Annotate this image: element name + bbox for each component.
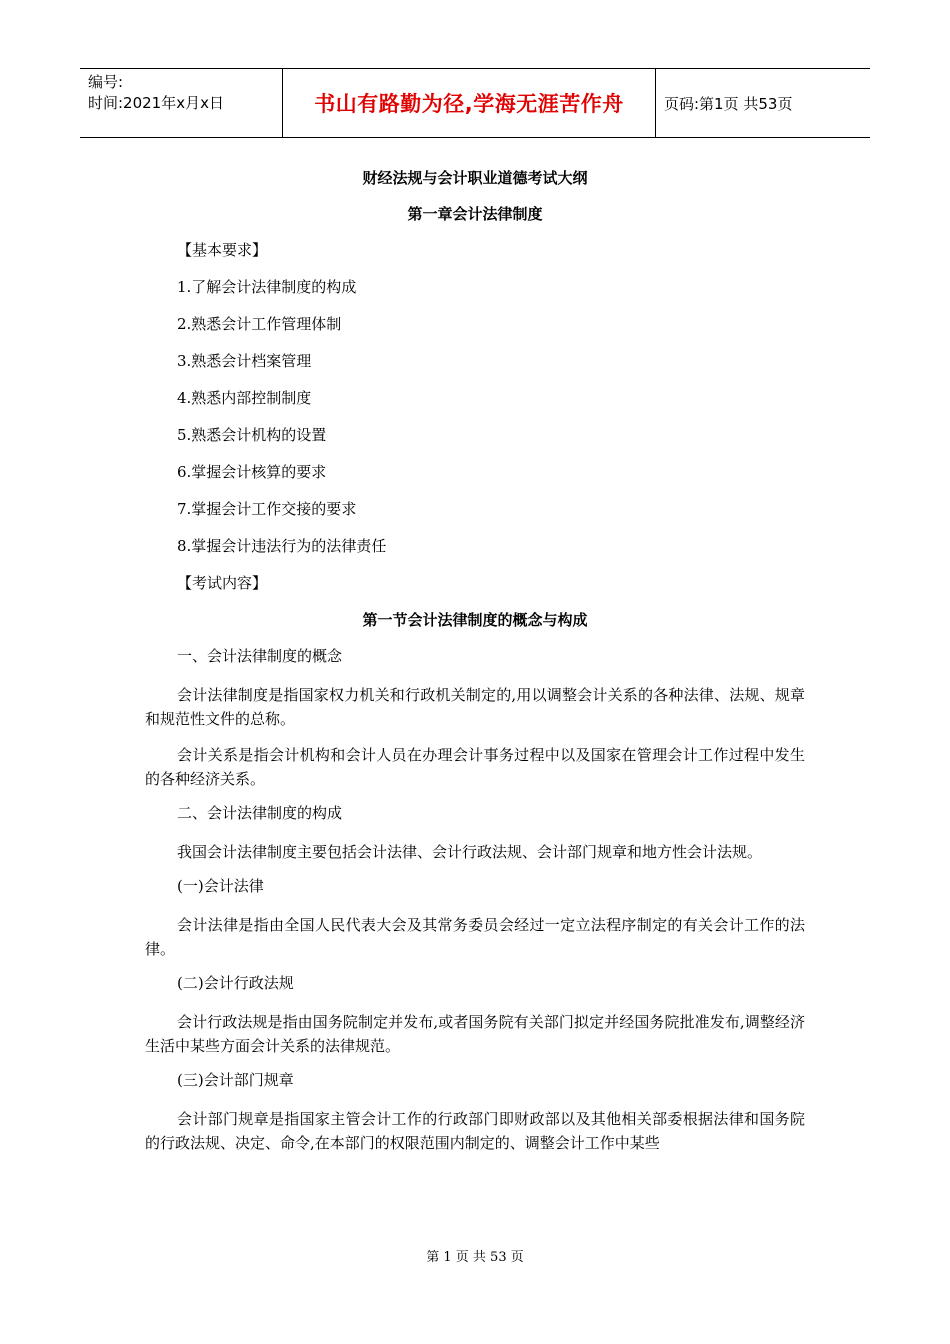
item-heading: (二)会计行政法规 (177, 974, 294, 992)
basic-requirements-label: 【基本要求】 (177, 241, 268, 259)
paragraph: 我国会计法律制度主要包括会计法律、会计行政法规、会计部门规章和地方性会计法规。 (177, 843, 763, 861)
document-header (80, 68, 870, 138)
subsection-heading: 二、会计法律制度的构成 (177, 804, 343, 822)
header-motto: 书山有路勤为径,学海无涯苦作舟 (282, 69, 656, 137)
paragraph: 会计法律是指由全国人民代表大会及其常务委员会经过一定立法程序制定的有关会计工作的法律。 (145, 916, 805, 958)
item-heading: (三)会计部门规章 (177, 1071, 294, 1089)
chapter-heading: 第一章会计法律制度 (407, 205, 543, 223)
subsection-heading: 一、会计法律制度的概念 (177, 647, 343, 665)
header-page-number: 页码:第1页 共53页 (664, 94, 793, 113)
document-title: 财经法规与会计职业道德考试大纲 (362, 169, 588, 187)
requirement-item: 1.了解会计法律制度的构成 (177, 278, 357, 296)
paragraph: 会计法律制度是指国家权力机关和行政机关制定的,用以调整会计关系的各种法律、法规、规章和规范性文件的总称。 (145, 686, 805, 728)
document-body (145, 168, 805, 1165)
requirement-item: 2.熟悉会计工作管理体制 (177, 315, 342, 333)
requirement-item: 7.掌握会计工作交接的要求 (177, 500, 357, 518)
requirement-item: 4.熟悉内部控制制度 (177, 389, 312, 407)
page-footer: 第 1 页 共 53 页 (426, 1250, 524, 1265)
paragraph: 会计行政法规是指由国务院制定并发布,或者国务院有关部门拟定并经国务院批准发布,调整经济生活中某些方面会计关系的法律规范。 (145, 1013, 805, 1055)
item-heading: (一)会计法律 (177, 877, 264, 895)
requirement-item: 6.掌握会计核算的要求 (177, 463, 327, 481)
section-heading: 第一节会计法律制度的概念与构成 (362, 611, 588, 629)
exam-content-label: 【考试内容】 (177, 574, 268, 592)
requirement-item: 8.掌握会计违法行为的法律责任 (177, 537, 387, 555)
document-time-label: 时间:2021年x月x日 (88, 94, 224, 112)
paragraph: 会计部门规章是指国家主管会计工作的行政部门即财政部以及其他相关部委根据法律和国务院的行政法规、决定、命令,在本部门的权限范围内制定的、调整会计工作中某些 (145, 1110, 805, 1152)
header-meta (80, 69, 282, 137)
paragraph: 会计关系是指会计机构和会计人员在办理会计事务过程中以及国家在管理会计工作过程中发生的各种经济关系。 (145, 746, 805, 788)
document-number-label: 编号: (88, 73, 124, 91)
requirement-item: 5.熟悉会计机构的设置 (177, 426, 327, 444)
requirement-item: 3.熟悉会计档案管理 (177, 352, 312, 370)
